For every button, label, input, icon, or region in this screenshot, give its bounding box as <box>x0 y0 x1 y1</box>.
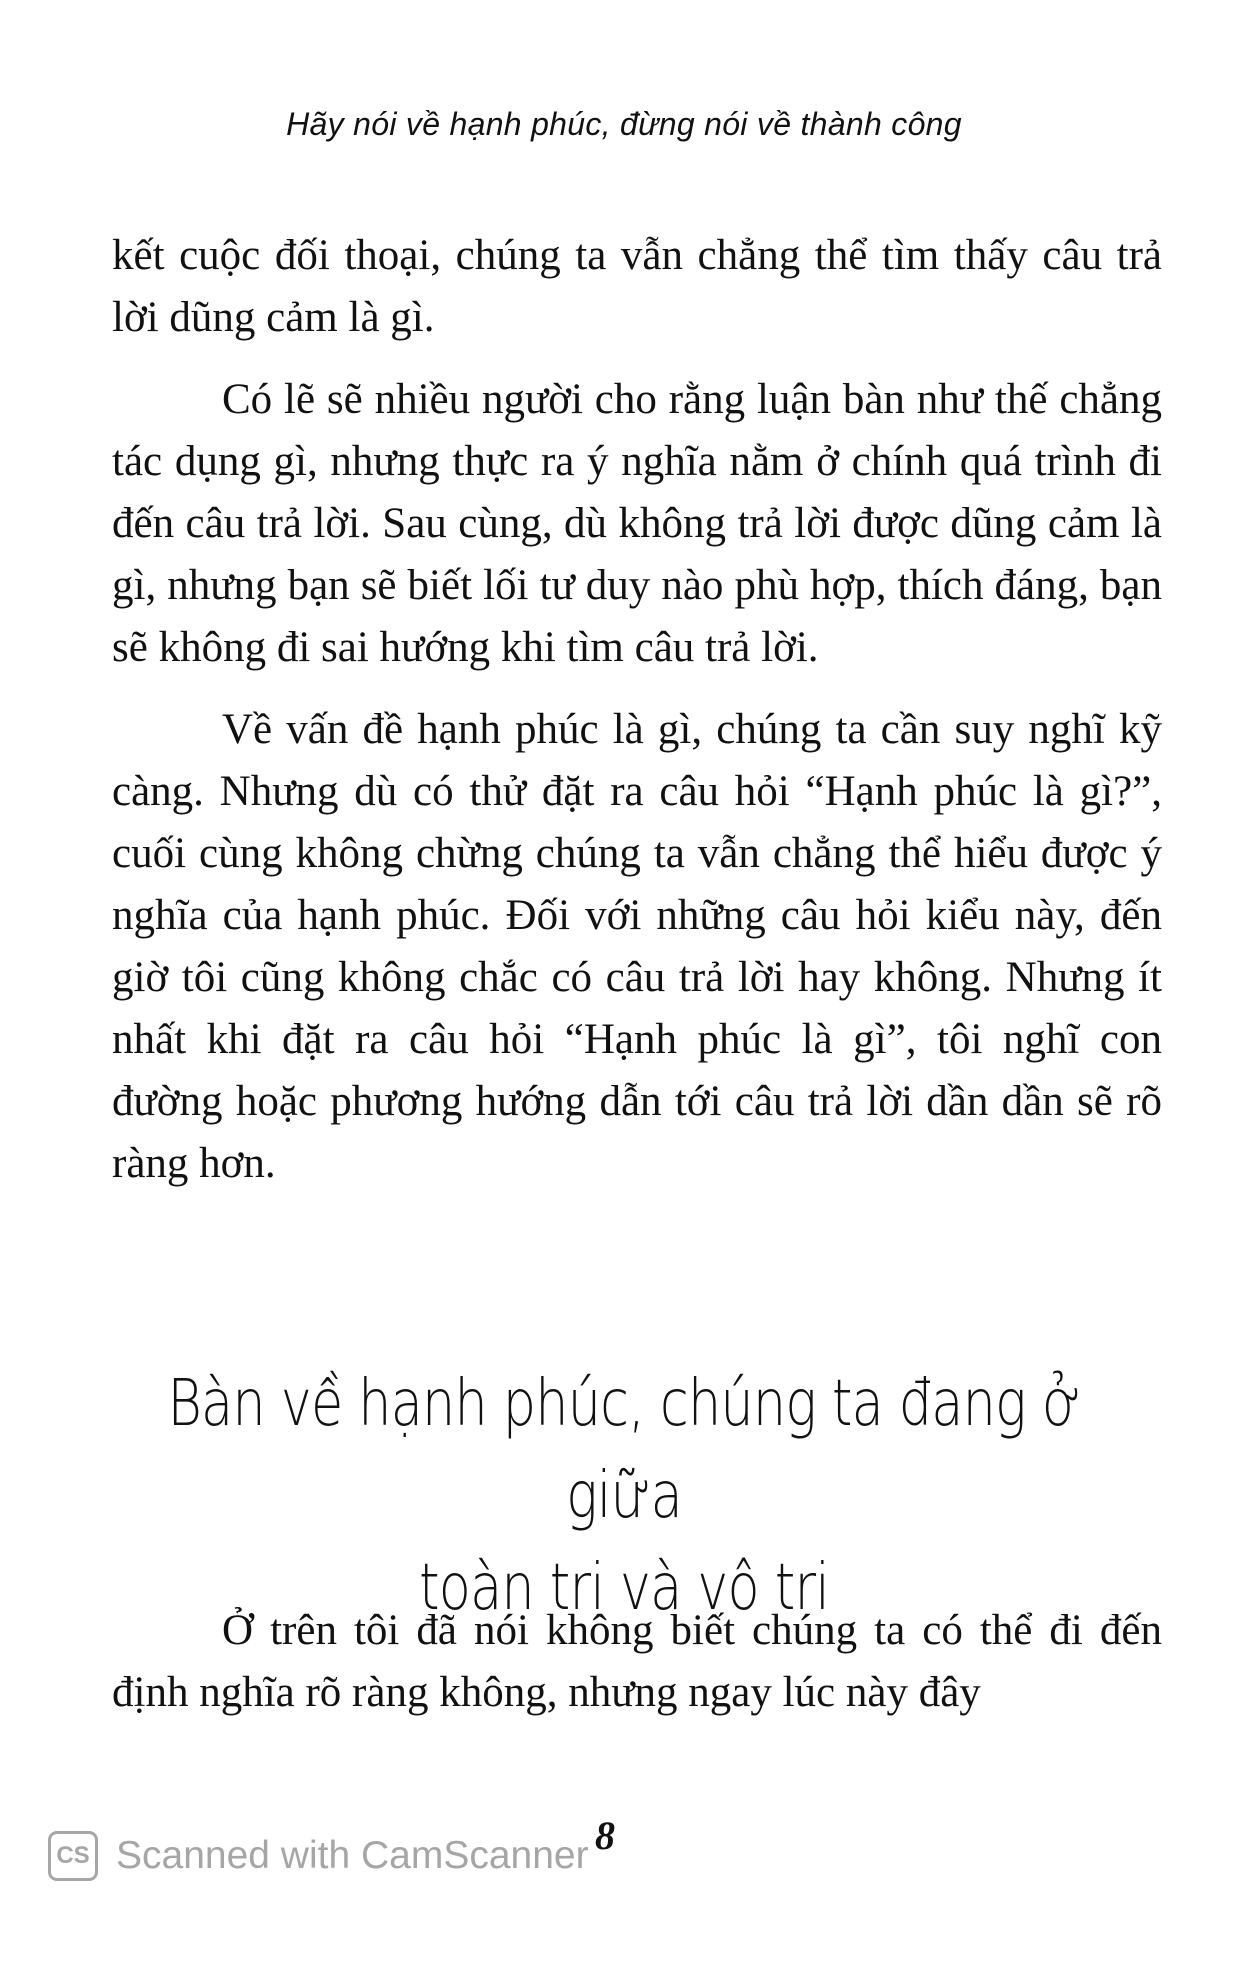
running-header: Hãy nói về hạnh phúc, đừng nói về thành công <box>286 106 962 142</box>
body-text-before-heading <box>112 225 1162 1215</box>
paragraph-continuation: kết cuộc đối thoại, chúng ta vẫn chẳng thể tìm thấy câu trả lời dũng cảm là gì. <box>112 232 1162 341</box>
section-heading <box>162 1358 1087 1634</box>
paragraph: Có lẽ sẽ nhiều người cho rằng luận bàn như thế chẳng tác dụng gì, nhưng thực ra ý nghĩa nằm ở chính quá trình đi đến câu trả lời. Sau cùng, dù không trả lời được dũng cảm là gì, nhưng bạn sẽ biết lối tư duy nào phù hợp, thích đáng, bạn sẽ không đi sai hướng khi tìm câu trả lời. <box>112 376 1162 671</box>
section-heading-line-2: toàn tri và vô tri <box>419 1551 829 1625</box>
page-number: 8 <box>595 1813 615 1858</box>
paragraph: Ở trên tôi đã nói không biết chúng ta có thể đi đến định nghĩa rõ ràng không, nhưng ngay lúc này đây <box>112 1607 1162 1716</box>
body-text-after-heading <box>112 1600 1162 1744</box>
camscanner-logo-icon: CS <box>48 1831 98 1881</box>
watermark-text: Scanned with CamScanner <box>116 1834 589 1877</box>
paragraph: Về vấn đề hạnh phúc là gì, chúng ta cần suy nghĩ kỹ càng. Nhưng dù có thử đặt ra câu hỏi “Hạnh phúc là gì?”, cuối cùng không chừng chúng ta vẫn chẳng thể hiểu được ý nghĩa của hạnh phúc. Đối với những câu hỏi kiểu này, đến giờ tôi cũng không chắc có câu trả lời hay không. Nhưng ít nhất khi đặt ra câu hỏi “Hạnh phúc là gì”, tôi nghĩ con đường hoặc phương hướng dẫn tới câu trả lời dần dần sẽ rõ ràng hơn. <box>112 706 1162 1187</box>
camscanner-watermark <box>48 1826 589 1886</box>
section-heading-line-1: Bàn về hạnh phúc, chúng ta đang ở giữa <box>167 1367 1081 1533</box>
